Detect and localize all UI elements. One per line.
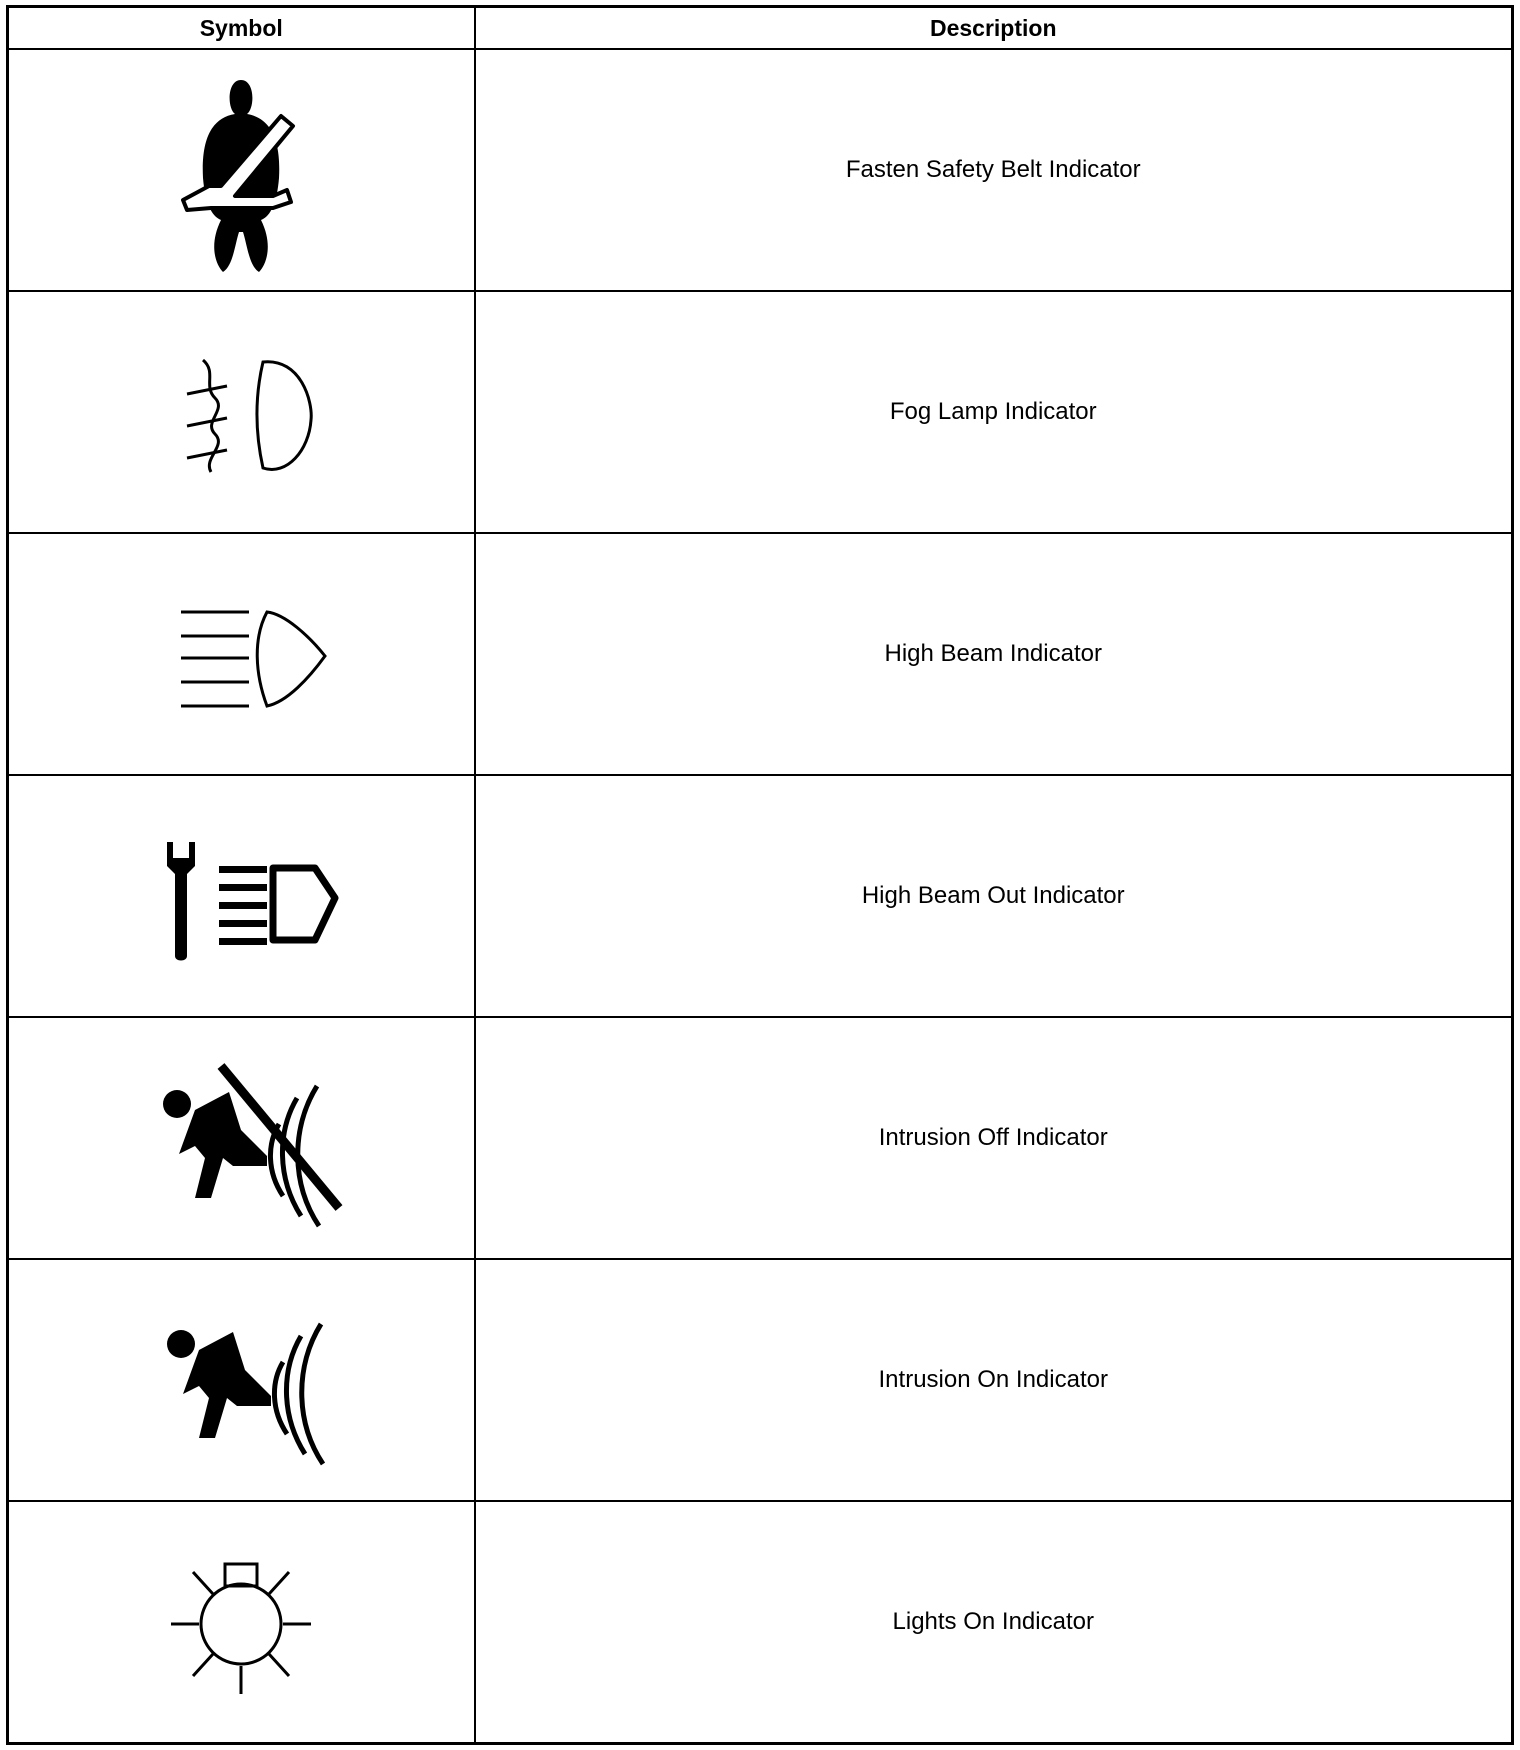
table-row [8, 533, 1513, 775]
fog-lamp-icon [121, 302, 361, 522]
description-cell: High Beam Indicator [475, 533, 1513, 775]
table-row [8, 1501, 1513, 1744]
header-description: Description [475, 7, 1513, 50]
symbol-cell [8, 291, 475, 533]
seat-belt-icon [121, 60, 361, 280]
table-row [8, 291, 1513, 533]
symbol-cell [8, 1259, 475, 1501]
table-row [8, 775, 1513, 1017]
table-header-row [8, 7, 1513, 50]
symbol-cell [8, 1501, 475, 1744]
description-cell: High Beam Out Indicator [475, 775, 1513, 1017]
description-cell: Intrusion Off Indicator [475, 1017, 1513, 1259]
description-cell: Lights On Indicator [475, 1501, 1513, 1744]
high-beam-icon [121, 544, 361, 764]
table-row [8, 1017, 1513, 1259]
table-row [8, 1259, 1513, 1501]
intrusion-on-icon [121, 1270, 361, 1490]
symbol-cell [8, 49, 475, 291]
description-cell: Fog Lamp Indicator [475, 291, 1513, 533]
table-row [8, 49, 1513, 291]
symbol-cell [8, 1017, 475, 1259]
symbol-cell [8, 533, 475, 775]
symbol-cell [8, 775, 475, 1017]
header-symbol: Symbol [8, 7, 475, 50]
high-beam-out-icon [121, 786, 361, 1006]
lights-on-icon [121, 1512, 361, 1732]
description-cell: Intrusion On Indicator [475, 1259, 1513, 1501]
description-cell: Fasten Safety Belt Indicator [475, 49, 1513, 291]
indicator-symbol-table [6, 5, 1514, 1745]
intrusion-off-icon [121, 1028, 361, 1248]
